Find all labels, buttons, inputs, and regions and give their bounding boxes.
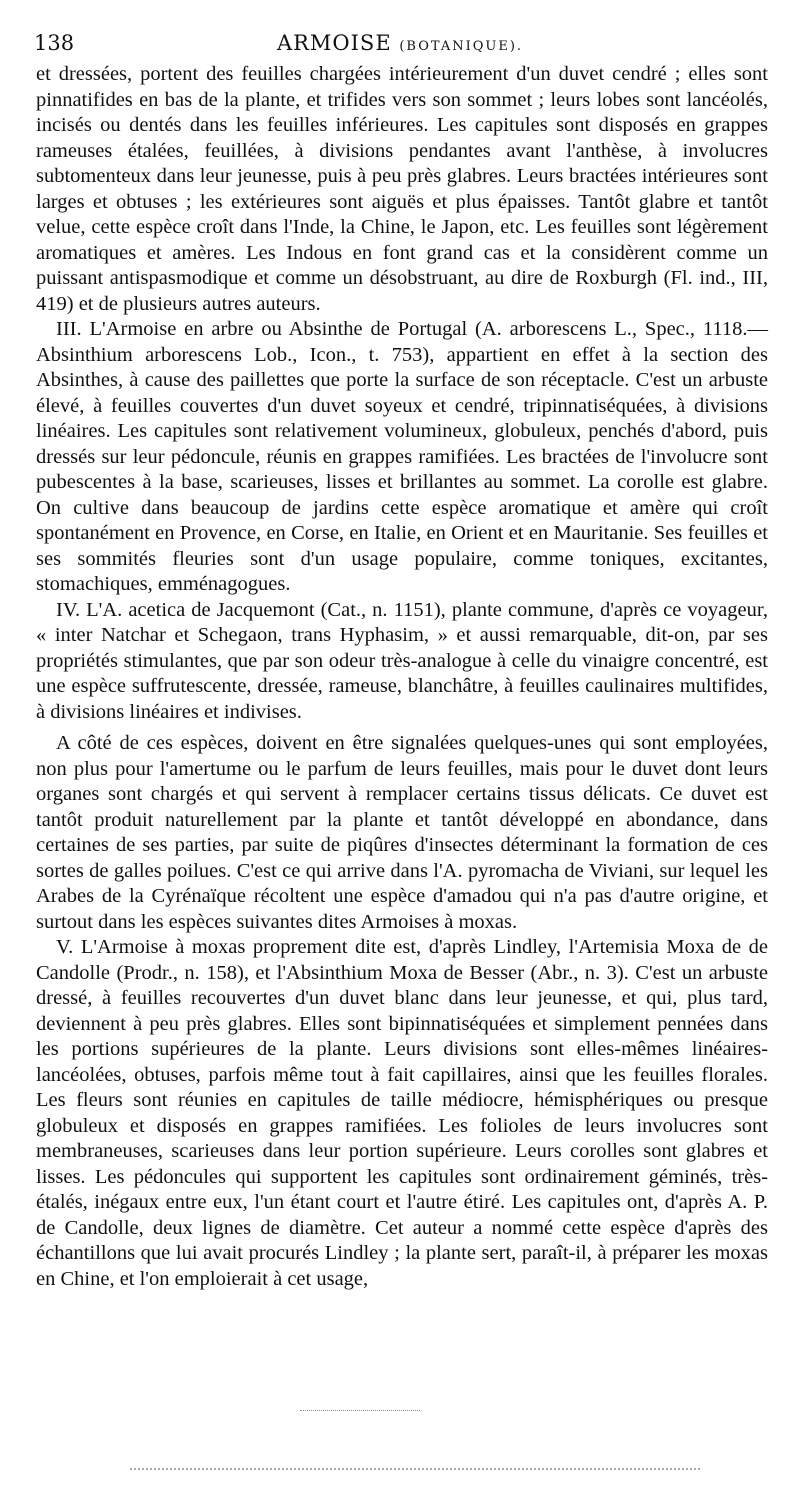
- paragraph-v-armoise-a-moxas: V. L'Armoise à moxas proprement dite est, d'après Lindley, l'Artemisia Moxa de de Candolle (Prodr., n. 158), et l'Absinthium Moxa de Besser (Abr., n. 3). C'est un arbuste dressé, à feuilles recouvertes d'un duvet blanc dans leur jeunesse, et qui, plus tard, deviennent à peu près glabres. Elles sont bipinnatiséquées et simplement pennées dans les portions supérieures de la plante. Leurs divisions sont elles-mêmes linéaires-lancéolées, obtuses, parfois même tout à fait capillaires, ainsi que les feuilles florales. Les fleurs sont réunies en capitules de taille médiocre, hémisphériques ou presque globuleux et disposés en grappes ramifiées. Les folioles de leurs involucres sont membraneuses, scarieuses dans leur portion supérieure. Leurs corolles sont glabres et lisses. Les pédoncules qui supportent les capitules sont ordinairement géminés, très-étalés, inégaux entre eux, l'un étant court et l'autre étiré. Les capitules ont, d'après A. P. de Candolle, deux lignes de diamètre. Cet auteur a nommé cette espèce d'après des échantillons que lui avait procurés Lindley ; la plante sert, paraît-il, à préparer les moxas en Chine, et l'on emploierait à cet usage,: [36, 936, 768, 1290]
- running-header: [34, 28, 766, 58]
- paragraph-moxa-intro: A côté de ces espèces, doivent en être signalées quelques-unes qui sont employées, non plus pour l'amertume ou le parfum de leurs feuilles, mais pour le duvet dont leurs organes sont chargés et qui servent à remplacer certains tissus délicats. Ce duvet est tantôt produit naturellement par la plante et tantôt développé en abondance, dans certaines de ses parties, par suite de piqûres d'insectes déterminant la formation de ces sortes de galles poilues. C'est ce qui arrive dans l'A. pyromacha de Viviani, sur lequel les Arabes de la Cyrénaïque récoltent une espèce d'amadou qui n'a pas d'autre origine, et surtout dans les espèces suivantes dites Armoises à moxas.: [36, 732, 768, 933]
- paragraph-iii-armoise-en-arbre: III. L'Armoise en arbre ou Absinthe de Portugal (A. arborescens L., Spec., 1118.—Absinthium arborescens Lob., Icon., t. 753), appartient en effet à la section des Absinthes, à cause des paillettes que porte la surface de son réceptacle. C'est un arbuste élevé, à feuilles couvertes d'un duvet soyeux et cendré, tripinnatiséquées, à divisions linéaires. Les capitules sont relativement volumineux, globuleux, penchés d'abord, puis dressés sur leur pédoncule, réunis en grappes ramifiées. Les bractées de l'involucre sont pubescentes à la base, scarieuses, lisses et brillantes au sommet. La corolle est glabre. On cultive dans beaucoup de jardins cette espèce aromatique et amère qui croît spontanément en Provence, en Corse, en Italie, en Orient et en Mauritanie. Ses feuilles et ses sommités fleuries sont d'un usage populaire, comme toniques, excitantes, stomachiques, emménagogues.: [36, 318, 768, 595]
- running-title-sub: (BOTANIQUE).: [399, 39, 524, 54]
- print-bleed-line: [130, 1468, 700, 1471]
- running-title: [34, 28, 766, 62]
- bottom-rule: [300, 1410, 420, 1412]
- paragraph-continued: et dressées, portent des feuilles chargées intérieurement d'un duvet cendré ; elles sont pinnatifides en bas de la plante, et trifides vers son sommet ; leurs lobes sont lancéolés, incisés ou dentés dans les feuilles inférieures. Les capitules sont disposés en grappes rameuses étalées, feuillées, à divisions pendantes avant l'anthèse, à involucres subtomenteux dans leur jeunesse, puis à peu près glabres. Leurs bractées intérieures sont larges et obtuses ; les extérieures sont aiguës et plus épaisses. Tantôt glabre et tantôt velue, cette espèce croît dans l'Inde, la Chine, le Japon, etc. Les feuilles sont légèrement aromatiques et amères. Les Indous en font grand cas et la considèrent comme un puissant antispasmodique et comme un désobstruant, au dire de Roxburgh (Fl. ind., III, 419) et de plusieurs autres auteurs.: [36, 63, 768, 315]
- paragraph-iv-a-acetica: IV. L'A. acetica de Jacquemont (Cat., n. 1151), plante commune, d'après ce voyageur, « inter Natchar et Schegaon, trans Hyphasim, » et aussi remarquable, dit-on, par ses propriétés stimulantes, que par son odeur très-analogue à celle du vinaigre concentré, est une espèce suffrutescente, dressée, rameuse, blanchâtre, à feuilles caulinaires multifides, à divisions linéaires et indivises.: [36, 598, 768, 723]
- body-text: [36, 62, 768, 1292]
- running-title-main: ARMOISE: [276, 31, 392, 55]
- page-number: 138: [34, 31, 75, 55]
